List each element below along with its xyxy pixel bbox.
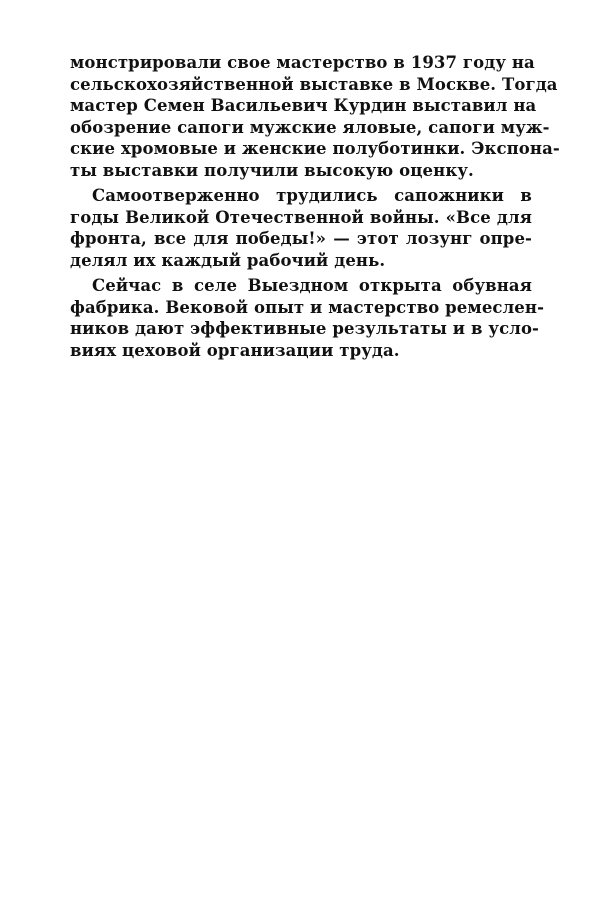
- text-line: обозрение сапоги мужские яловые, сапоги муж-: [70, 117, 550, 137]
- text-line: монстрировали свое мастерство в 1937 году на: [70, 53, 535, 72]
- text-line: ты выставки получили высокую оценку.: [70, 160, 474, 180]
- text-line: годы Великой Отечественной войны. «Все для: [70, 207, 532, 227]
- text-line: фабрика. Вековой опыт и мастерство ремеслен-: [70, 297, 545, 317]
- text-line: виях цеховой организации труда.: [70, 340, 400, 360]
- document-page: [70, 52, 560, 365]
- paragraph-2: [70, 185, 532, 271]
- text-line: сельскохозяйственной выставке в Москве. Тогда: [70, 74, 558, 94]
- text-line: делял их каждый рабочий день.: [70, 250, 386, 270]
- text-line: Сейчас в селе Выездном открыта обувная: [92, 276, 532, 295]
- text-line: ские хромовые и женские полуботинки. Экспона-: [70, 139, 560, 158]
- paragraph-3: [70, 275, 545, 361]
- text-line: ников дают эффективные результаты и в усло-: [70, 319, 539, 338]
- text-line: мастер Семен Васильевич Курдин выставил на: [70, 96, 537, 115]
- paragraph-1: [70, 52, 560, 181]
- text-line: фронта, все для победы!» — этот лозунг опре-: [70, 229, 532, 248]
- text-line: Самоотверженно трудились сапожники в: [92, 186, 532, 205]
